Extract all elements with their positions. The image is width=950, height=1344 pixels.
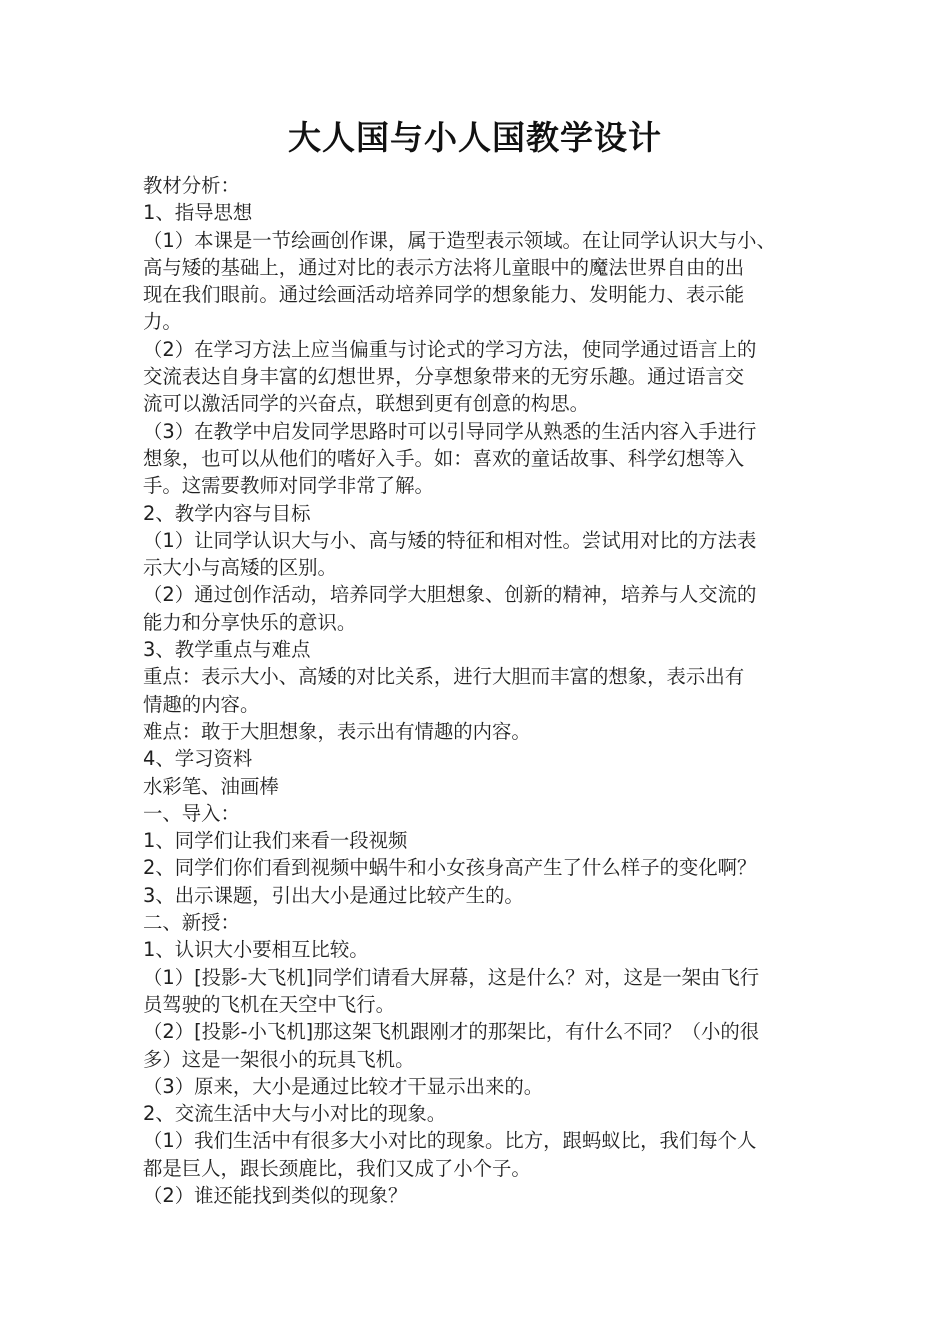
text-line: 流可以激活同学的兴奋点，联想到更有创意的构思。 <box>143 392 589 416</box>
text-line: （2）谁还能找到类似的现象？ <box>143 1183 408 1207</box>
text-line: 重点：表示大小、高矮的对比关系，进行大胆而丰富的想象，表示出有 <box>143 665 745 689</box>
text-line: 教材分析： <box>143 174 240 197</box>
text-line: 手。这需要教师对同学非常了解。 <box>143 474 434 498</box>
text-line: 能力和分享快乐的意识。 <box>143 610 357 634</box>
text-line: 想象，也可以从他们的嗜好入手。如：喜欢的童话故事、科学幻想等入 <box>143 446 745 470</box>
text-line: （1）[投影-大飞机]同学们请看大屏幕，这是什么？对，这是一架由飞行 <box>143 965 760 989</box>
text-line: （2）通过创作活动，培养同学大胆想象、创新的精神，培养与人交流的 <box>143 583 757 607</box>
text-line: 高与矮的基础上，通过对比的表示方法将儿童眼中的魔法世界自由的出 <box>143 255 745 279</box>
text-line: （3）在教学中启发同学思路时可以引导同学从熟悉的生活内容入手进行 <box>143 419 757 443</box>
text-line: 水彩笔、油画棒 <box>143 774 279 798</box>
text-line: 2、交流生活中大与小对比的现象。 <box>143 1102 447 1126</box>
text-line: （1）我们生活中有很多大小对比的现象。比方，跟蚂蚁比，我们每个人 <box>143 1129 757 1153</box>
document-body <box>143 172 823 1209</box>
text-line: 示大小与高矮的区别。 <box>143 556 337 580</box>
text-line: （2）[投影-小飞机]那这架飞机跟刚才的那架比，有什么不同？（小的很 <box>143 1020 760 1044</box>
text-line: 二、新授： <box>143 911 240 935</box>
text-line: 都是巨人，跟长颈鹿比，我们又成了小个子。 <box>143 1156 531 1180</box>
text-line: 1、认识大小要相互比较。 <box>143 938 369 962</box>
text-line: （3）原来，大小是通过比较才干显示出来的。 <box>143 1074 544 1098</box>
document-title: 大人国与小人国教学设计 <box>288 118 662 157</box>
text-line: 一、导入： <box>143 801 240 825</box>
text-line: 交流表达自身丰富的幻想世界，分享想象带来的无穷乐趣。通过语言交 <box>143 365 745 389</box>
text-line: 力。 <box>143 310 182 334</box>
text-line: 情趣的内容。 <box>143 692 260 716</box>
text-line: （1）本课是一节绘画创作课，属于造型表示领域。在让同学认识大与小、 <box>143 228 776 252</box>
text-line: （2）在学习方法上应当偏重与讨论式的学习方法，使同学通过语言上的 <box>143 337 757 361</box>
text-line: （1）让同学认识大与小、高与矮的特征和相对性。尝试用对比的方法表 <box>143 528 757 552</box>
text-line: 2、教学内容与目标 <box>143 501 311 525</box>
text-line: 1、同学们让我们来看一段视频 <box>143 829 408 853</box>
text-line: 现在我们眼前。通过绘画活动培养同学的想象能力、发明能力、表示能 <box>143 283 745 307</box>
text-line: 3、出示课题，引出大小是通过比较产生的。 <box>143 883 524 907</box>
text-line: 1、指导思想 <box>143 201 253 225</box>
text-line: 3、教学重点与难点 <box>143 638 311 662</box>
text-line: 难点：敢于大胆想象，表示出有情趣的内容。 <box>143 719 531 743</box>
text-line: 员驾驶的飞机在天空中飞行。 <box>143 992 396 1016</box>
text-line: 2、同学们你们看到视频中蜗牛和小女孩身高产生了什么样子的变化啊？ <box>143 856 757 880</box>
text-line: 4、学习资料 <box>143 747 253 771</box>
text-line: 多）这是一架很小的玩具飞机。 <box>143 1047 415 1071</box>
